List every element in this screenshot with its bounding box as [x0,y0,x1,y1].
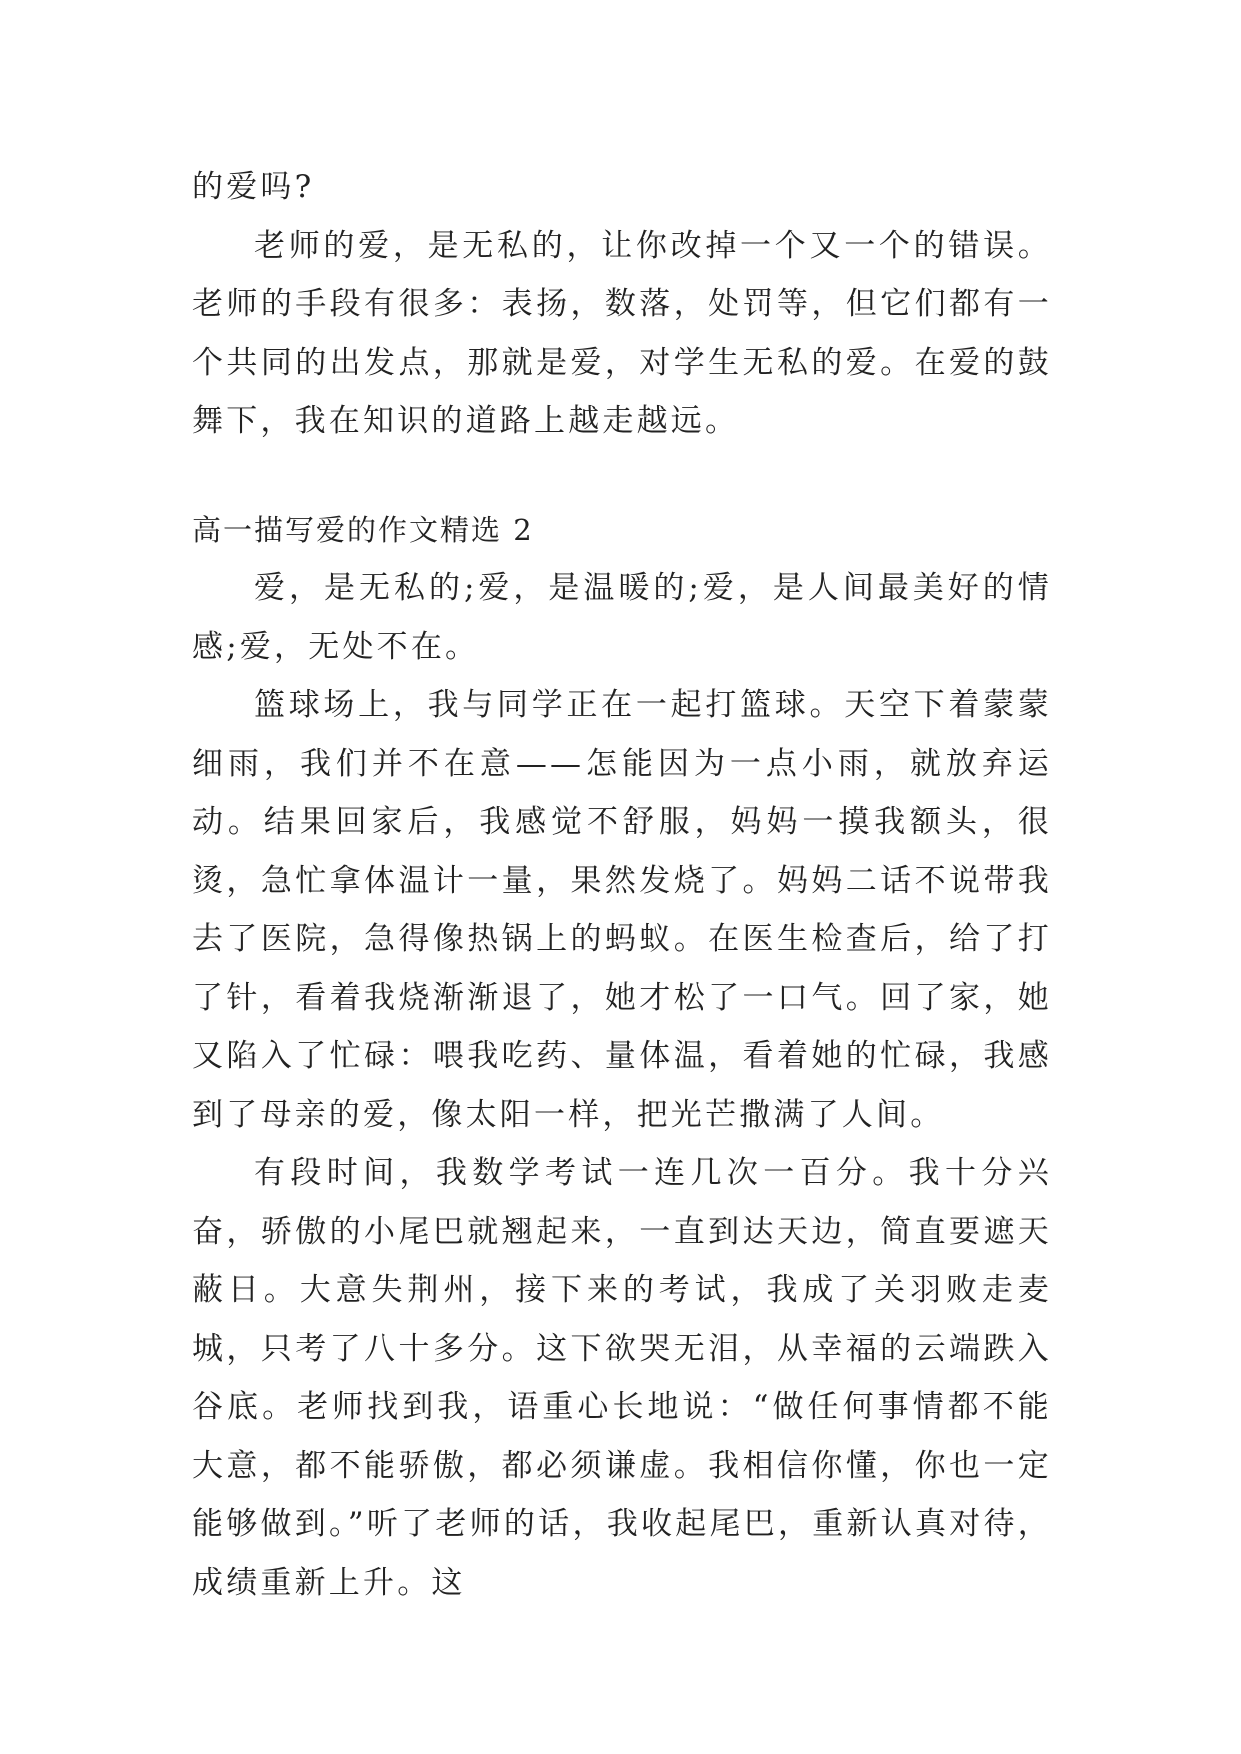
lead-fragment: 的爱吗? [192,169,315,205]
section-heading: 高一描写爱的作文精选 2 [192,512,534,547]
paragraph: 爱，是无私的;爱，是温暖的;爱，是人间最美好的情感;爱，无处不在。 [192,570,1052,665]
paragraph: 有段时间，我数学考试一连几次一百分。我十分兴奋，骄傲的小尾巴就翘起来，一直到达天边，简直要遮天蔽日。大意失荆州，接下来的考试，我成了关羽败走麦城，只考了八十多分。这下欲哭无泪，从幸福的云端跌入谷底。老师找到我，语重心长地说：“做任何事情都不能大意，都不能骄傲，都必须谦虚。我相信你懂，你也一定能够做到。”听了老师的话，我收起尾巴，重新认真对待，成绩重新上升。这 [192,1155,1052,1601]
document-body [192,158,1052,1612]
paragraph: 篮球场上，我与同学正在一起打篮球。天空下着蒙蒙细雨，我们并不在意——怎能因为一点小雨，就放弃运动。结果回家后，我感觉不舒服，妈妈一摸我额头，很烫，急忙拿体温计一量，果然发烧了。妈妈二话不说带我去了医院，急得像热锅上的蚂蚁。在医生检查后，给了打了针，看着我烧渐渐退了，她才松了一口气。回了家，她又陷入了忙碌：喂我吃药、量体温，看着她的忙碌，我感到了母亲的爱，像太阳一样，把光芒撒满了人间。 [192,687,1052,1133]
paragraph: 老师的爱，是无私的，让你改掉一个又一个的错误。老师的手段有很多：表扬，数落，处罚等，但它们都有一个共同的出发点，那就是爱，对学生无私的爱。在爱的鼓舞下，我在知识的道路上越走越远。 [192,227,1052,439]
